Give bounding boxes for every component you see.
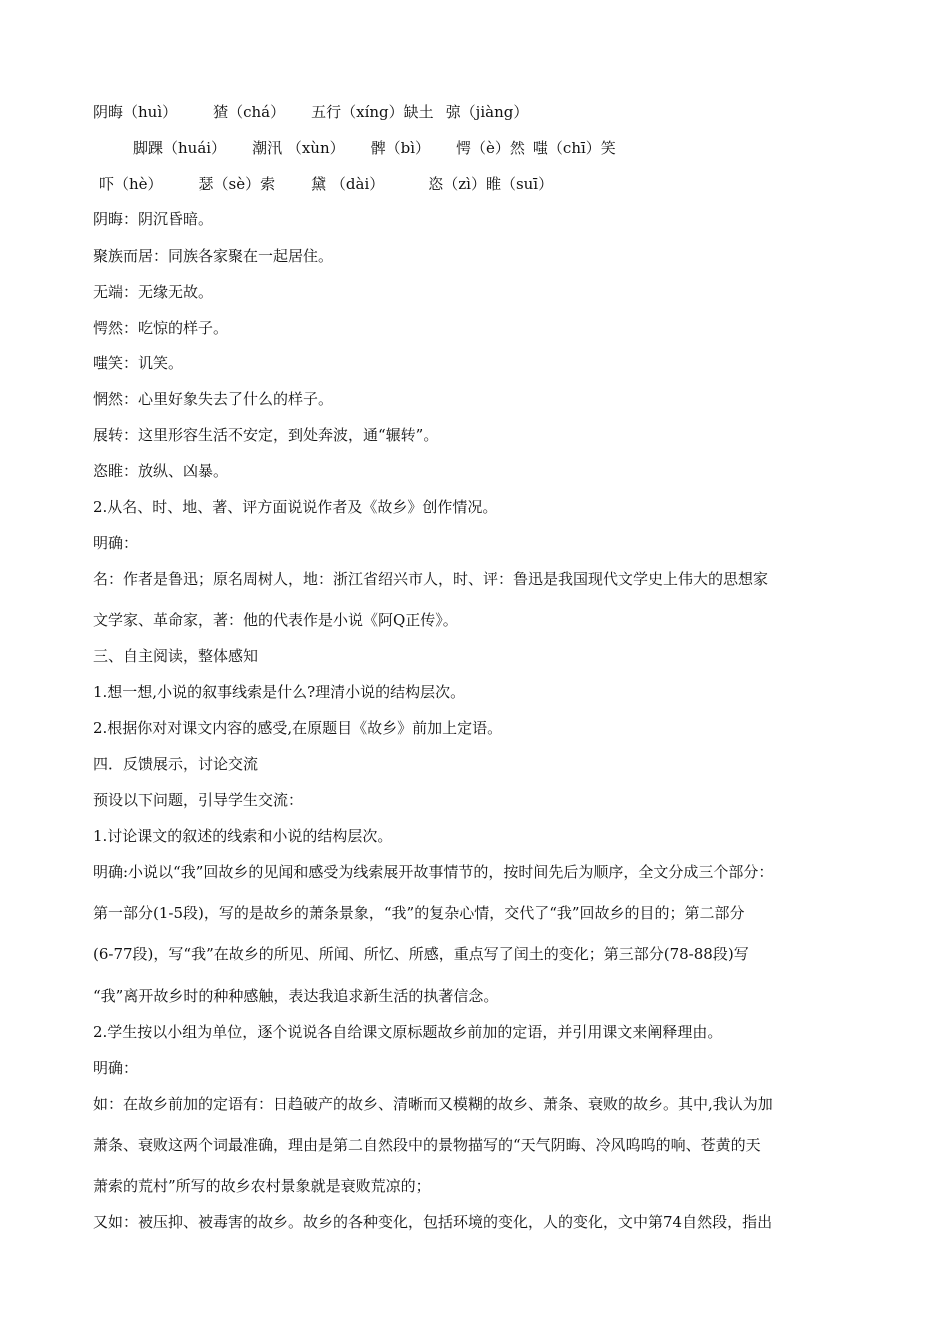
definition-line: 展转：这里形容生活不安定，到处奔波，通“辗转”。 xyxy=(93,426,439,444)
example-paragraph-line: 萧条、衰败这两个词最准确，理由是第二自然段中的景物描写的“天气阴晦、冷风呜呜的响、苍黄的天 xyxy=(93,1136,761,1154)
answer-label: 明确： xyxy=(93,1059,139,1077)
pinyin-item: 吓（hè） xyxy=(99,175,163,193)
example-paragraph-line: 萧索的荒村”所写的故乡农村景象就是衰败荒凉的； xyxy=(93,1177,431,1195)
answer-label: 明确： xyxy=(93,534,139,552)
author-info-line-2: 文学家、革命家，著：他的代表作是小说《阿Q正传》。 xyxy=(93,611,458,629)
pinyin-item: 瑟（sè）索 xyxy=(198,175,276,193)
pinyin-item: 恣（zì）睢（suī） xyxy=(428,175,554,193)
definition-line: 愕然：吃惊的样子。 xyxy=(93,319,229,337)
definition-line: 恣睢：放纵、凶暴。 xyxy=(93,462,229,480)
definition-line: 聚族而居：同族各家聚在一起居住。 xyxy=(93,247,334,265)
pinyin-item: 愕（è）然 xyxy=(456,139,525,157)
answer-paragraph-line: “我”离开故乡时的种种感触，表达我追求新生活的执著信念。 xyxy=(93,987,499,1005)
pinyin-item: 猹（chá） xyxy=(213,103,286,121)
definition-line: 无端：无缘无故。 xyxy=(93,283,214,301)
author-info-line-1: 名：作者是鲁迅；原名周树人，地：浙江省绍兴市人，时、评：鲁迅是我国现代文学史上伟大的思想家 xyxy=(93,570,769,588)
answer-paragraph-line: 第一部分(1-5段)，写的是故乡的萧条景象，“我”的复杂心情，交代了“我”回故乡的目的；第二部分 xyxy=(93,904,745,922)
pinyin-item: 阴晦（huì） xyxy=(93,103,178,121)
pinyin-item: 潮汛 （xùn） xyxy=(252,139,345,157)
pinyin-row-2 xyxy=(133,138,616,158)
pinyin-item: 脚踝（huái） xyxy=(133,139,227,157)
pinyin-item: 嗤（chī）笑 xyxy=(532,139,616,157)
definition-line: 惘然：心里好象失去了什么的样子。 xyxy=(93,390,334,408)
definition-line: 嗤笑：讥笑。 xyxy=(93,354,184,372)
answer-paragraph-line: 明确:小说以“我”回故乡的见闻和感受为线索展开故事情节的，按时间先后为顺序，全文分成三个部分： xyxy=(93,863,774,881)
section-3-question-1: 1.想一想,小说的叙事线索是什么?理清小说的结构层次。 xyxy=(93,683,466,701)
section-3-question-2: 2.根据你对对课文内容的感受,在原题目《故乡》前加上定语。 xyxy=(93,719,503,737)
example-paragraph-line: 如：在故乡前加的定语有：日趋破产的故乡、清晰而又模糊的故乡、萧条、衰败的故乡。其中,我认为加 xyxy=(93,1095,773,1113)
pinyin-item: 弶（jiàng） xyxy=(445,103,529,121)
pinyin-item: 髀（bì） xyxy=(370,139,431,157)
section-heading-4: 四．反馈展示，讨论交流 xyxy=(93,755,259,773)
section-4-question-2: 2.学生按以小组为单位，逐个说说各自给课文原标题故乡前加的定语，并引用课文来阐释理由。 xyxy=(93,1023,723,1041)
preset-intro: 预设以下问题，引导学生交流： xyxy=(93,791,304,809)
section-4-question-1: 1.讨论课文的叙述的线索和小说的结构层次。 xyxy=(93,827,393,845)
pinyin-item: 五行（xíng）缺土 xyxy=(311,103,434,121)
pinyin-row-1 xyxy=(93,102,528,122)
definition-line: 阴晦：阴沉昏暗。 xyxy=(93,210,214,228)
section-heading-3: 三、自主阅读，整体感知 xyxy=(93,647,259,665)
pinyin-row-3 xyxy=(99,174,553,194)
pinyin-item: 黛 （dài） xyxy=(311,175,385,193)
question-author: 2.从名、时、地、著、评方面说说作者及《故乡》创作情况。 xyxy=(93,498,498,516)
example-paragraph-line: 又如：被压抑、被毒害的故乡。故乡的各种变化，包括环境的变化，人的变化，文中第74自然段，指出 xyxy=(93,1213,773,1231)
answer-paragraph-line: (6-77段)，写“我”在故乡的所见、所闻、所忆、所感，重点写了闰土的变化；第三部分(78-88段)写 xyxy=(93,945,749,963)
